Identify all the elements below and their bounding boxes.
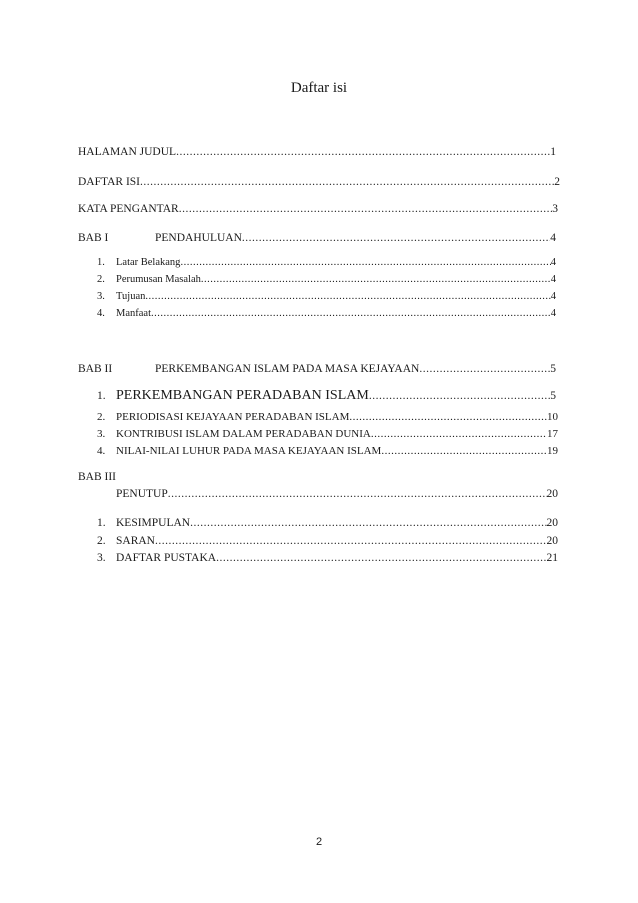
page-number: 2 (315, 836, 323, 848)
toc-subentry (97, 516, 558, 530)
toc-entry-page: 21 (546, 552, 558, 564)
toc-leader-dots (145, 290, 550, 304)
toc-leader-dots (176, 145, 550, 159)
subentry-title: Tujuan (116, 291, 146, 302)
toc-entry-bab-3-number (78, 470, 278, 484)
toc-entry-label: DAFTAR ISI (78, 176, 141, 188)
toc-subentry (97, 551, 558, 565)
toc-entry-kata-pengantar (78, 202, 558, 216)
toc-entry-page: 4 (550, 291, 556, 302)
toc-subentry (97, 307, 556, 321)
subentry-title: Manfaat (116, 308, 151, 319)
chapter-title: PENDAHULUAN (155, 232, 242, 244)
subentry-title: DAFTAR PUSTAKA (116, 552, 217, 564)
subentry-number: 2. (97, 535, 106, 547)
subentry-title: PERKEMBANGAN PERADABAN ISLAM (116, 389, 369, 403)
subentry-number: 4. (97, 445, 106, 457)
toc-subentry (97, 444, 558, 458)
toc-entry-halaman-judul (78, 145, 556, 159)
toc-subentry (97, 389, 556, 403)
toc-subentry (97, 410, 558, 424)
subentry-number: 3. (97, 552, 106, 564)
toc-entry-daftar-isi (78, 175, 560, 189)
toc-leader-dots (201, 273, 551, 287)
toc-leader-dots (180, 256, 550, 270)
toc-leader-dots (369, 389, 550, 403)
chapter-title: PERKEMBANGAN ISLAM PADA MASA KEJAYAAN (155, 363, 420, 375)
subentry-number: 1. (97, 257, 105, 268)
subentry-title: SARAN (116, 535, 155, 547)
toc-leader-dots (381, 444, 547, 458)
toc-entry-page: 20 (546, 535, 558, 547)
toc-entry-bab-3 (116, 487, 558, 501)
toc-entry-label: KATA PENGANTAR (78, 203, 179, 215)
toc-subentry (97, 273, 556, 287)
toc-entry-page: 3 (552, 203, 558, 215)
toc-entry-page: 20 (546, 517, 558, 529)
toc-leader-dots (190, 516, 546, 530)
toc-subentry (97, 534, 558, 548)
toc-entry-label: HALAMAN JUDUL (78, 146, 177, 158)
toc-leader-dots (419, 362, 550, 376)
toc-entry-page: 2 (554, 176, 560, 188)
toc-entry-label (78, 231, 242, 245)
chapter-number: BAB III (78, 471, 117, 483)
toc-subentry (97, 290, 556, 304)
subentry-number: 3. (97, 291, 105, 302)
subentry-title: PERIODISASI KEJAYAAN PERADABAN ISLAM (116, 411, 350, 423)
toc-entry-page: 17 (547, 428, 558, 440)
toc-leader-dots (371, 427, 547, 441)
chapter-number: BAB II (78, 363, 113, 375)
chapter-number: BAB I (78, 232, 109, 244)
subentry-number: 2. (97, 411, 106, 423)
subentry-title: NILAI-NILAI LUHUR PADA MASA KEJAYAAN ISLAM (116, 445, 382, 457)
toc-leader-dots (155, 534, 547, 548)
toc-leader-dots (179, 202, 553, 216)
toc-entry-bab-1 (78, 231, 556, 245)
subentry-number: 2. (97, 274, 105, 285)
toc-leader-dots (140, 175, 554, 189)
toc-subentry (97, 256, 556, 270)
subentry-number: 1. (97, 517, 106, 529)
subentry-title: Latar Belakang (116, 257, 181, 268)
subentry-number: 3. (97, 428, 106, 440)
toc-entry-page: 20 (546, 488, 558, 500)
toc-entry-page: 19 (547, 445, 558, 457)
toc-entry-page: 5 (550, 390, 556, 402)
toc-entry-page: 4 (550, 274, 556, 285)
subentry-title: KONTRIBUSI ISLAM DALAM PERADABAN DUNIA (116, 428, 371, 440)
toc-leader-dots (151, 307, 551, 321)
toc-subentry (97, 427, 558, 441)
toc-entry-page: 4 (550, 308, 556, 319)
toc-entry-page: 4 (550, 257, 556, 268)
page-title: Daftar isi (290, 80, 348, 96)
toc-entry-page: 5 (550, 363, 556, 375)
toc-leader-dots (349, 410, 547, 424)
toc-entry-bab-2 (78, 362, 556, 376)
toc-entry-page: 4 (550, 232, 556, 244)
subentry-title: Perumusan Masalah (116, 274, 201, 285)
chapter-title: PENUTUP (116, 488, 168, 500)
toc-leader-dots (168, 487, 547, 501)
toc-leader-dots (216, 551, 546, 565)
subentry-number: 4. (97, 308, 105, 319)
toc-leader-dots (242, 231, 550, 245)
toc-entry-page: 10 (547, 411, 558, 423)
subentry-title: KESIMPULAN (116, 517, 191, 529)
toc-entry-label (78, 362, 419, 376)
subentry-number: 1. (97, 390, 106, 402)
toc-entry-page: 1 (550, 146, 556, 158)
